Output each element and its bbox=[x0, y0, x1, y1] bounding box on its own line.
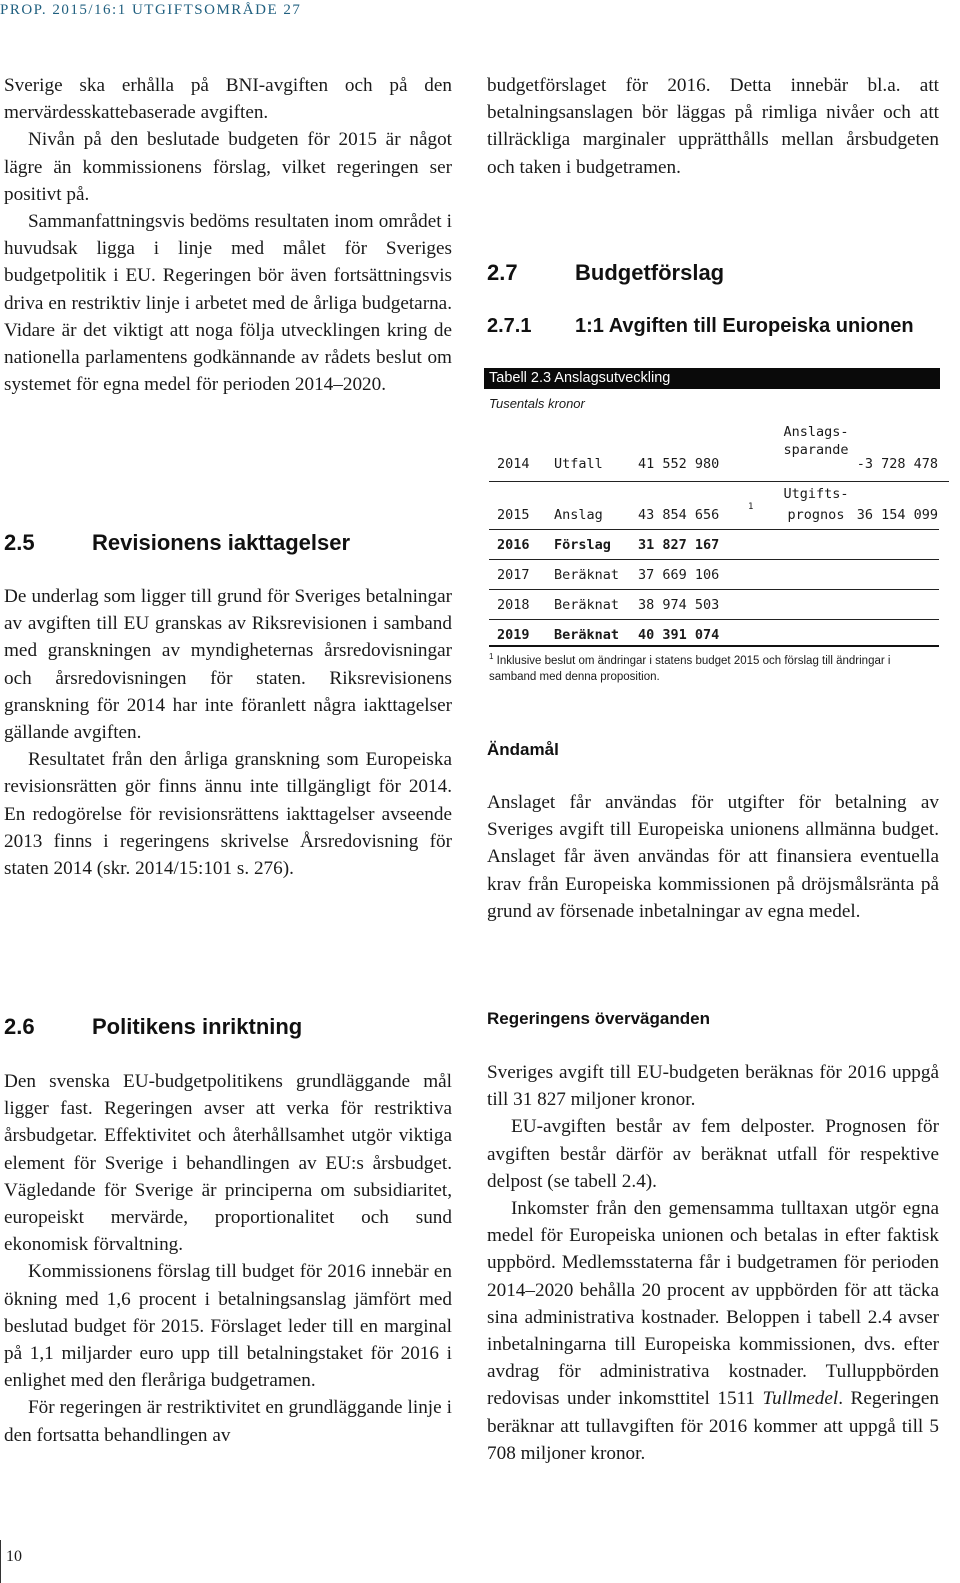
section-number: 2.7.1 bbox=[487, 315, 532, 337]
page-edge-rule bbox=[0, 1540, 1, 1583]
table-cell-label: Utfall bbox=[554, 456, 603, 472]
section-number: 2.7 bbox=[487, 260, 518, 285]
paragraph: De underlag som ligger till grund för Sveriges betalningar av avgiften till EU granskas av Riksrevisionen i samband med granskningen av myndigheternas årsredovisningar och årsredovisningen för staten. Riksrevisionens granskning för 2014 har inte föranlett några iakttagelser gällande avgiften. bbox=[4, 586, 452, 744]
table-cell-amount: 38 974 503 bbox=[638, 597, 720, 613]
section-title: Politikens inriktning bbox=[92, 1014, 303, 1039]
table-bottom-rule bbox=[489, 645, 939, 647]
footnote-mark: 1 bbox=[489, 652, 494, 661]
section-number: 2.5 bbox=[4, 530, 35, 555]
table-footnote-mark: 1 bbox=[748, 502, 754, 512]
page-number: 10 bbox=[6, 1548, 22, 1565]
table-rule bbox=[489, 481, 949, 482]
table-cell-year: 2014 bbox=[497, 456, 530, 472]
table-cell-amount: 43 854 656 bbox=[638, 507, 720, 523]
paragraph: EU-avgiften består av fem delposter. Prognosen för avgiften består därför av beräknat utfall för respektive delpost (se tabell 2.4). bbox=[487, 1116, 939, 1192]
table-cell-year: 2016 bbox=[497, 537, 530, 553]
heading-overvaganden: Regeringens överväganden bbox=[487, 1009, 710, 1028]
paragraph: Sveriges avgift till EU-budgeten beräknas för 2016 uppgå till 31 827 miljoner kronor. bbox=[487, 1062, 939, 1111]
table-cell-year: 2019 bbox=[497, 627, 530, 643]
left-intro bbox=[4, 72, 452, 398]
section-heading-2-6 bbox=[4, 1014, 302, 1040]
table-rule bbox=[489, 619, 939, 620]
table-cell-sparande: -3 728 478 bbox=[856, 456, 938, 472]
right-top bbox=[487, 72, 939, 181]
col-header-prognos: prognos bbox=[787, 507, 845, 523]
andamal-body bbox=[487, 789, 939, 925]
section-heading-2-5 bbox=[4, 530, 350, 556]
table-rule bbox=[489, 559, 939, 560]
intro-paragraph: Sverige ska erhålla på BNI-avgiften och på den mervärdesskattebaserade avgiften. bbox=[4, 75, 452, 124]
table-subtitle: Tusentals kronor bbox=[489, 396, 585, 411]
table-cell-prognos: 36 154 099 bbox=[856, 507, 938, 523]
paragraph bbox=[487, 1195, 939, 1467]
section-heading-2-7 bbox=[487, 260, 724, 286]
table-rule bbox=[489, 589, 939, 590]
table-cell-label: Beräknat bbox=[554, 567, 620, 583]
section-number: 2.6 bbox=[4, 1014, 35, 1039]
table-rule bbox=[489, 529, 939, 530]
table-cell-label: Anslag bbox=[554, 507, 603, 523]
italic-term: Tullmedel bbox=[762, 1388, 839, 1410]
table-cell-label: Förslag bbox=[554, 537, 611, 553]
table-cell-amount: 41 552 980 bbox=[638, 456, 720, 472]
table-cell-label: Beräknat bbox=[554, 597, 620, 613]
paragraph: Anslaget får användas för utgifter för betalning av Sveriges avgift till Europeiska unionens allmänna budget. Anslaget får även användas för att finansiera eventuella krav från Europeiska kommissionen på dröjsmålsränta på grund av försenade inbetalningar av egna medel. bbox=[487, 792, 939, 922]
running-header: PROP. 2015/16:1 UTGIFTSOMRÅDE 27 bbox=[0, 2, 302, 18]
table-footnote bbox=[489, 649, 939, 685]
paragraph: Kommissionens förslag till budget för 2016 innebär en ökning med 1,6 procent i betalningsanslag jämfört med beslutad budget för 2015. Förslaget leder till en marginal på 1,1 miljarder euro upp till betalningstaket för 2016 i enlighet med den fleråriga budgetramen. bbox=[4, 1261, 452, 1392]
section-title: Revisionens iakttagelser bbox=[92, 530, 351, 555]
table-cell-amount: 37 669 106 bbox=[638, 567, 720, 583]
col-header-prognos: Utgifts- bbox=[783, 486, 849, 502]
intro-paragraph: Nivån på den beslutade budgeten för 2015 är något lägre än kommissionens förslag, vilket regeringen ser positivt på. bbox=[4, 129, 452, 205]
table-cell-amount: 40 391 074 bbox=[638, 627, 720, 643]
table-title: Tabell 2.3 Anslagsutveckling bbox=[484, 368, 940, 389]
table-cell-year: 2015 bbox=[497, 507, 530, 523]
paragraph-tail: . Regeringen beräknar att tullavgiften för 2016 kommer att uppgå till 5 708 miljoner kronor. bbox=[487, 1388, 939, 1464]
overvaganden-body bbox=[487, 1059, 939, 1467]
paragraph: budgetförslaget för 2016. Detta innebär bl.a. att betalningsanslagen bör läggas på rimliga nivåer och att tillräckliga marginaler upprätthålls mellan årsbudgeten och taken i budgetramen. bbox=[487, 75, 939, 178]
section-2-6-body bbox=[4, 1068, 452, 1449]
paragraph-text: Inkomster från den gemensamma tulltaxan utgör egna medel för Europeiska unionen och betalas in efter faktisk uppbörd. Medlemsstaterna får i budgetramen för perioden 2014–2020 behålla 20 procent av uppbörden för att täcka sina administrativa kostnader. Beloppen i tabell 2.4 avser inbetalningarna till Europeiska kommissionen, dvs. efter avdrag för administrativa kostnader. Tulluppbörden redovisas under inkomsttitel 1511 bbox=[487, 1198, 939, 1410]
section-title: Budgetförslag bbox=[575, 260, 725, 285]
paragraph: Den svenska EU-budgetpolitikens grundläggande mål ligger fast. Regeringen avser att verka för restriktiva årsbudgetar. Effektivitet och återhållsamhet utgör viktiga element för Sverige i behandlingen av EU:s årsbudget. Vägledande för Sverige är principerna om subsidiaritet, europeiskt mervärde, proportionalitet och sund ekonomisk förvaltning. bbox=[4, 1071, 452, 1256]
heading-andamal: Ändamål bbox=[487, 740, 559, 759]
footnote-text: Inklusive beslut om ändringar i statens budget 2015 och förslag till ändringar i samband med denna proposition. bbox=[489, 654, 891, 683]
table-cell-label: Beräknat bbox=[554, 627, 620, 643]
intro-paragraph: Sammanfattningsvis bedöms resultaten inom området i huvudsak ligga i linje med målet för Sveriges budgetpolitik i EU. Regeringen bör även fortsättningsvis driva en restriktiv linje i arbetet med de årliga budgetarna. Vidare är det viktigt att noga följa utvecklingen kring de nationella parlamentens godkännande av rådets beslut om systemet för egna medel för perioden 2014–2020. bbox=[4, 211, 452, 396]
section-title: 1:1 Avgiften till Europeiska unionen bbox=[575, 315, 914, 337]
paragraph: Resultatet från den årliga granskning som Europeiska revisionsrätten gör finns ännu inte tillgängligt för 2014. En redogörelse för revisionsrättens iakttagelser avseende 2013 finns i regeringens skrivelse Årsredovisning för staten 2014 (skr. 2014/15:101 s. 276). bbox=[4, 749, 452, 880]
section-2-5-body bbox=[4, 583, 452, 882]
section-heading-2-7-1 bbox=[487, 315, 914, 338]
paragraph: För regeringen är restriktivitet en grundläggande linje i den fortsatta behandlingen av bbox=[4, 1397, 452, 1446]
table-cell-year: 2018 bbox=[497, 597, 530, 613]
col-header-sparande: Anslags- bbox=[783, 424, 849, 440]
table-cell-year: 2017 bbox=[497, 567, 530, 583]
table-cell-amount: 31 827 167 bbox=[638, 537, 720, 553]
col-header-sparande: sparande bbox=[783, 442, 849, 458]
